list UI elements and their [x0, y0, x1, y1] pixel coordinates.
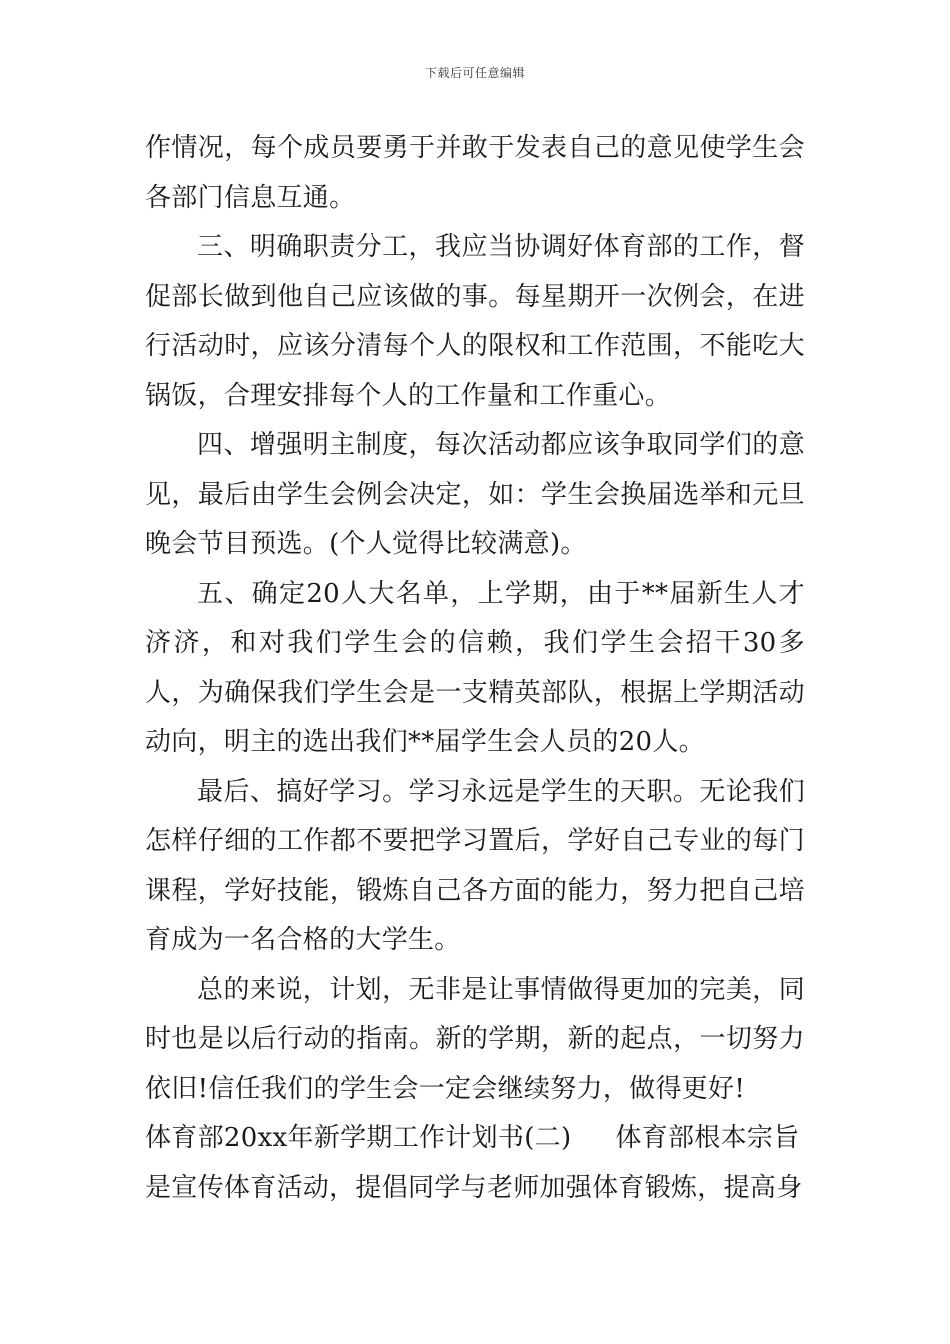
paragraph: 三、明确职责分工，我应当协调好体育部的工作，督促部长做到他自己应该做的事。每星期开一次例会，在进行活动时，应该分清每个人的限权和工作范围，不能吃大锅饭，合理安排每个人的工作量和工作重心。: [145, 232, 805, 411]
paragraph: 四、增强明主制度，每次活动都应该争取同学们的意见，最后由学生会例会决定，如：学生会换届选举和元旦晚会节目预选。(个人觉得比较满意)。: [145, 430, 805, 559]
page-header: 下载后可任意编辑: [424, 66, 525, 80]
paragraph: 五、确定20人大名单，上学期，由于**届新生人才济济，和对我们学生会的信赖，我们学生会招干30多人，为确保我们学生会是一支精英部队，根据上学期活动动向，明主的选出我们**届学生会人员的20人。: [145, 578, 805, 757]
document-body: [145, 124, 805, 1213]
paragraph: 是宣传体育活动，提倡同学与老师加强体育锻炼，提高身: [145, 1172, 803, 1203]
section-title: 体育部20xx年新学期工作计划书(二): [145, 1123, 572, 1153]
paragraph: 总的来说，计划，无非是让事情做得更加的完美，同时也是以后行动的指南。新的学期，新的起点，一切努力依旧!信任我们的学生会一定会继续努力，做得更好!: [145, 974, 805, 1104]
paragraph: 作情况，每个成员要勇于并敢于发表自己的意见使学生会各部门信息互通。: [145, 133, 805, 213]
paragraph: 最后、搞好学习。学习永远是学生的天职。无论我们怎样仔细的工作都不要把学习置后，学好自己专业的每门课程，学好技能，锻炼自己各方面的能力，努力把自己培育成为一名合格的大学生。: [145, 776, 805, 955]
section-heading-line: [145, 1114, 805, 1164]
section-intro-start: 体育部根本宗旨: [615, 1123, 800, 1153]
